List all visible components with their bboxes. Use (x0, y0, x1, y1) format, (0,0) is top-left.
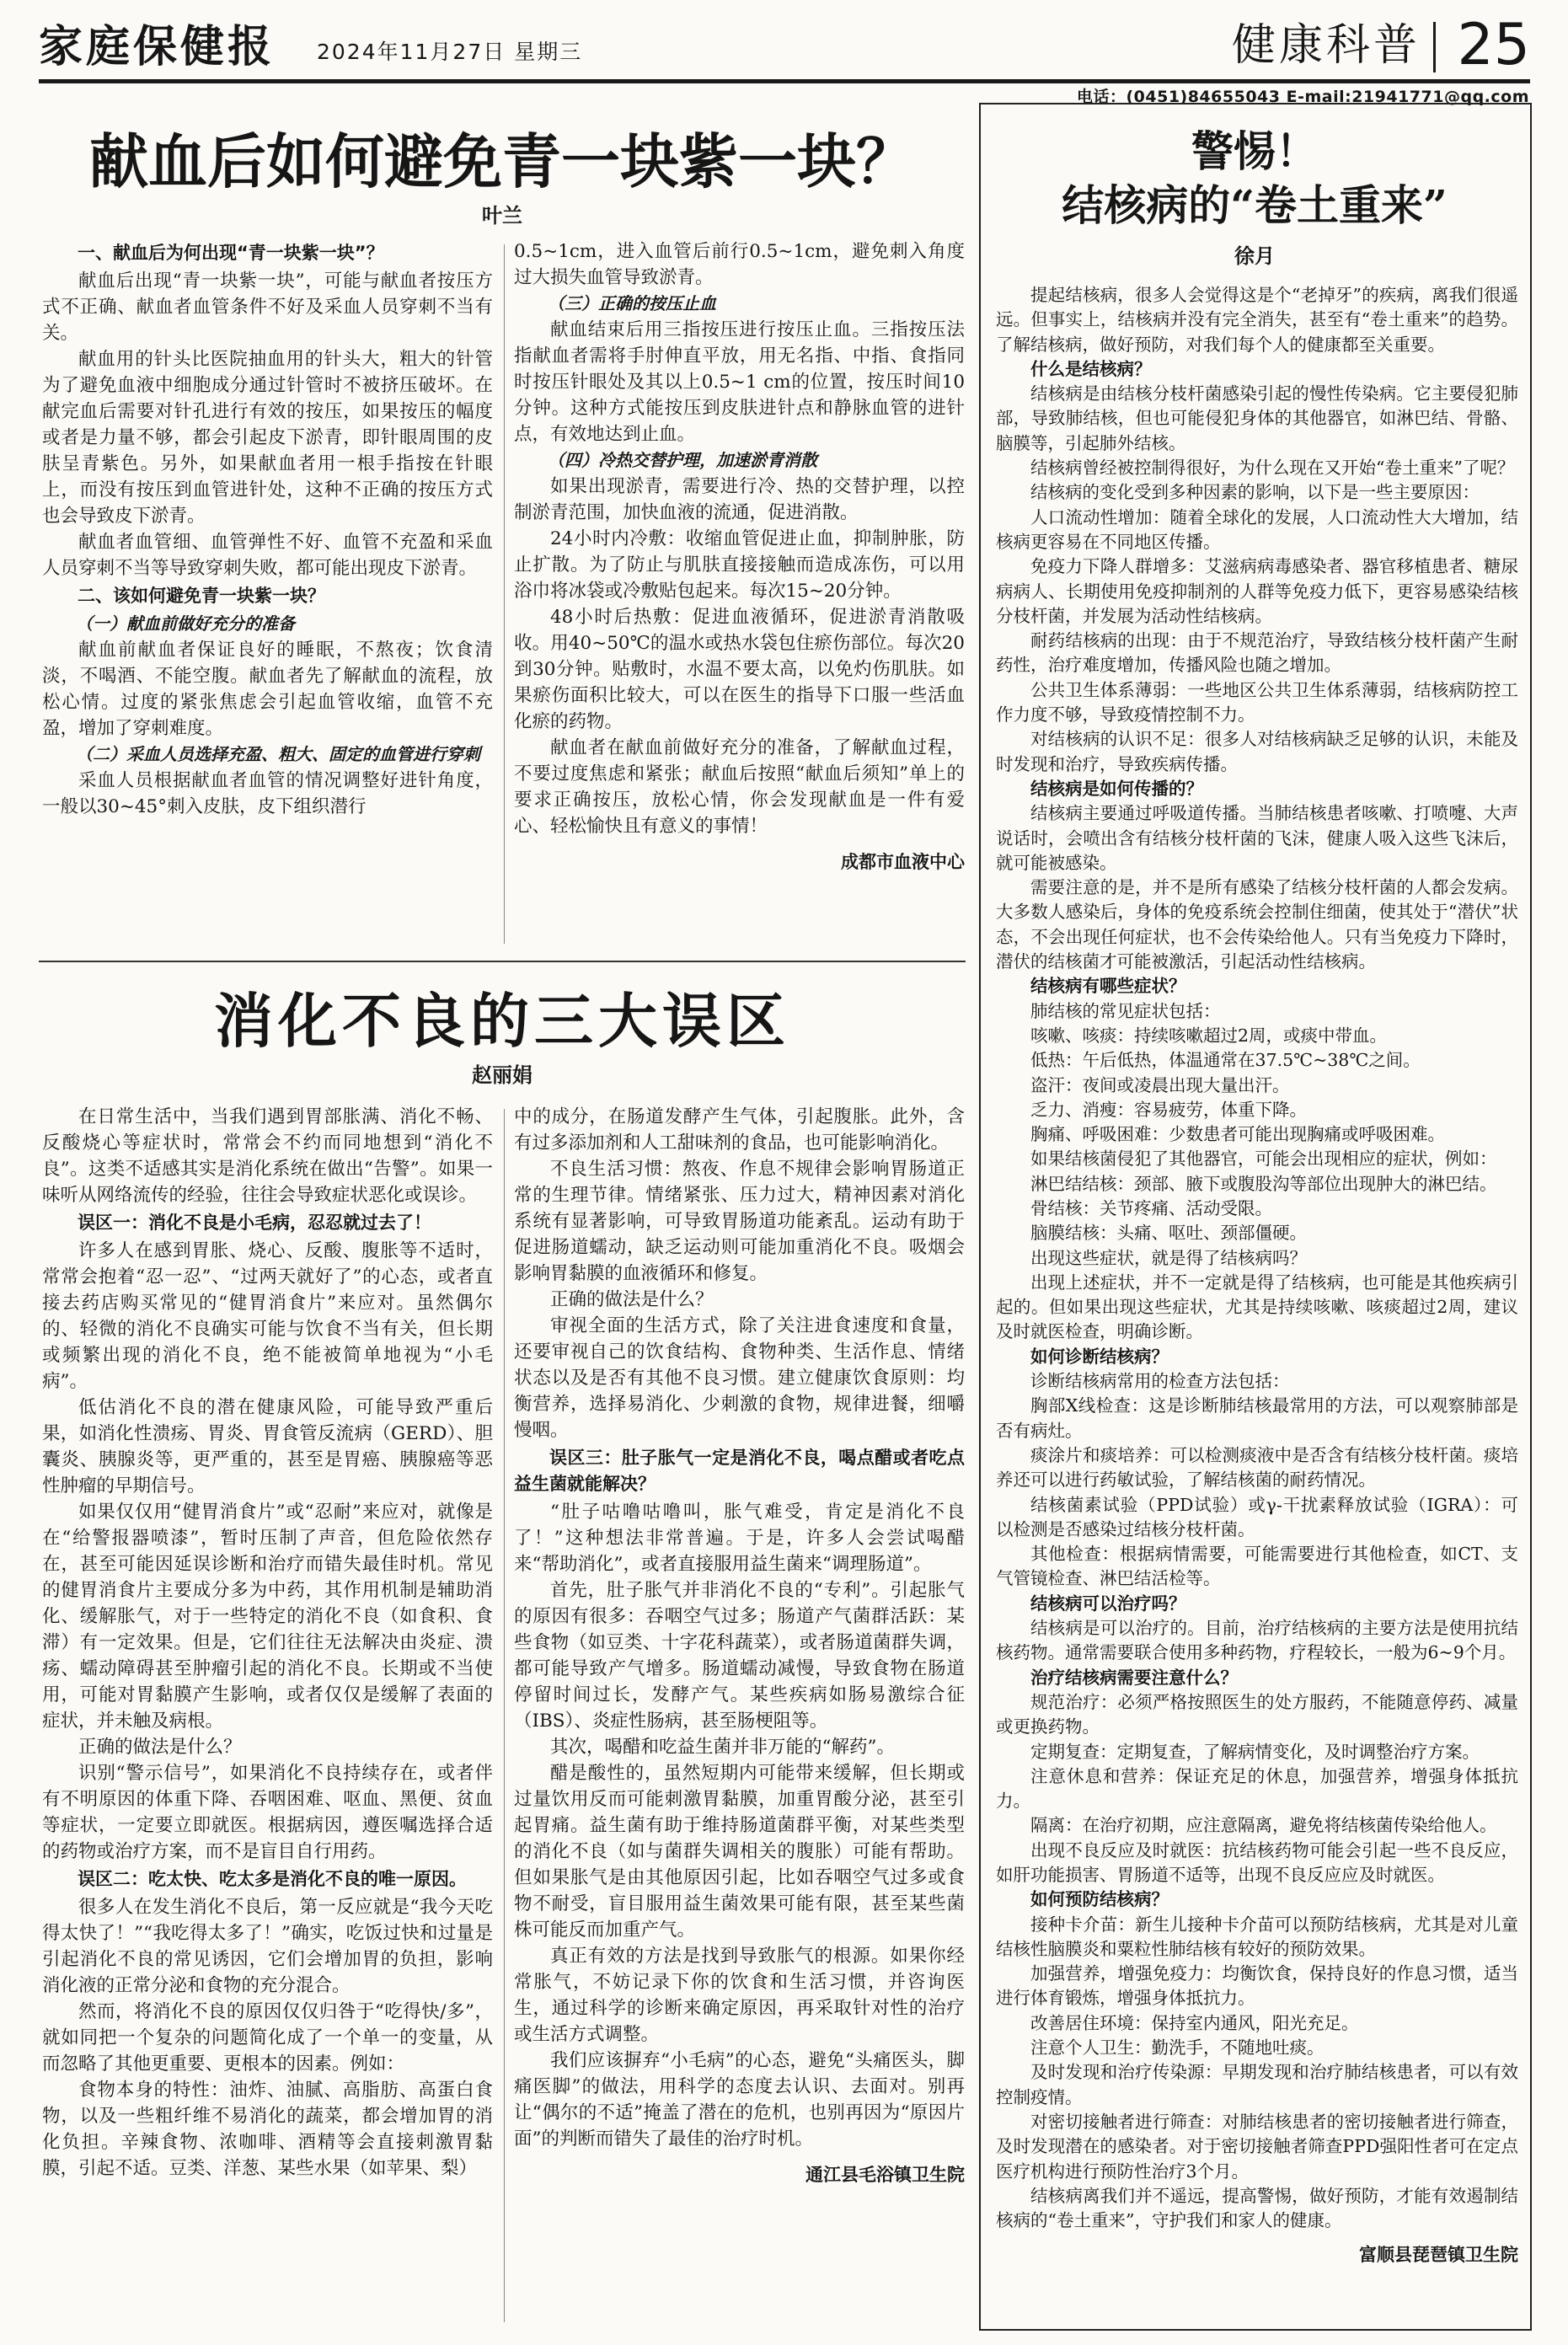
paragraph: 如果仅仅用“健胃消食片”或“忍耐”来应对，就像是在“给警报器喷漆”，暂时压制了声音，但危险依然存在，甚至可能因延误诊断和治疗而错失最佳时机。常见的健胃消食片主要成分多为中药，其作用机制是辅助消化、缓解胀气，对于一些特定的消化不良（如食积、食滞）有一定效果。但是，它们往往无法解决由炎症、溃疡、蠕动障碍甚至肿瘤引起的消化不良。长期或不当使用，可能对胃黏膜产生影响，或者仅仅是缓解了表面的症状，并未触及病根。 (42, 1502, 493, 1732)
paragraph: 结核菌素试验（PPD试验）或γ-干扰素释放试验（IGRA）：可以检测是否感染过结核分枝杆菌。 (996, 1494, 1518, 1539)
paper-name: 家庭保健报 (39, 21, 276, 72)
article2-title: 消化不良的三大误区 (214, 986, 790, 1056)
subheading-minor: （四）冷热交替护理，加速淤青消散 (548, 450, 817, 470)
paragraph: 脑膜结核：头痛、呕吐、颈部僵硬。 (1030, 1223, 1307, 1244)
article2-column-right (514, 1104, 965, 2188)
article1-column-right (514, 238, 965, 875)
subheading: 结核病有哪些症状？ (1030, 976, 1186, 997)
paragraph: 加强营养，增强免疫力：均衡饮食，保持良好的作息习惯，适当进行体育锻炼，增强身体抵抗力。 (996, 1963, 1518, 2009)
paragraph: 其次，喝醋和吃益生菌并非万能的“解药”。 (550, 1737, 895, 1758)
paragraph: 提起结核病，很多人会觉得这是个“老掉牙”的疾病，离我们很遥远。但事实上，结核病并没有完全消失，甚至有“卷土重来”的趋势。了解结核病，做好预防，对我们每个人的健康都至关重要。 (996, 285, 1518, 355)
paragraph: 如果出现淤青，需要进行冷、热的交替护理，以控制淤青范围，加快血液的流通，促进消散。 (514, 476, 965, 523)
paragraph: 规范治疗：必须严格按照医生的处方服药，不能随意停药、减量或更换药物。 (996, 1691, 1518, 1737)
article-source: 成都市血液中心 (841, 852, 965, 872)
paragraph: 注意个人卫生：勤洗手，不随地吐痰。 (1030, 2037, 1325, 2059)
paragraph: 隔离：在治疗初期，应注意隔离，避免将结核菌传染给他人。 (1030, 1815, 1497, 1836)
page-number: 25 (1457, 12, 1530, 78)
subheading: 如何诊断结核病？ (1030, 1346, 1169, 1367)
paragraph: “肚子咕噜咕噜叫，胀气难受，肯定是消化不良了！”这种想法非常普遍。于是，许多人会尝试喝醋来“帮助消化”，或者直接服用益生菌来“调理肠道”。 (514, 1502, 965, 1575)
paragraph: 免疫力下降人群增多：艾滋病病毒感染者、器官移植患者、糖尿病病人、长期使用免疫抑制剂的人群等免疫力低下，更容易感染结核分枝杆菌，并发展为活动性结核病。 (996, 556, 1518, 626)
paragraph: 许多人在感到胃胀、烧心、反酸、腹胀等不适时，常常会抱着“忍一忍”、“过两天就好了”的心态，或者直接去药店购买常见的“健胃消食片”来应对。虽然偶尔的、轻微的消化不良确实可能与饮食不当有关，但长期或频繁出现的消化不良，绝不能被简单地视为“小毛病”。 (42, 1240, 493, 1392)
paragraph: 对密切接触者进行筛查：对肺结核患者的密切接触者进行筛查，及时发现潜在的感染者。对于密切接触者筛查PPD强阳性者可在定点医疗机构进行预防性治疗3个月。 (996, 2111, 1518, 2182)
article-divider (39, 961, 966, 962)
subheading: 误区三：肚子胀气一定是消化不良，喝点醋或者吃点益生菌就能解决？ (514, 1448, 965, 1494)
article1-author: 叶兰 (482, 204, 522, 228)
article-source: 通江县毛浴镇卫生院 (805, 2165, 965, 2185)
paragraph: 对结核病的认识不足：很多人对结核病缺乏足够的认识，未能及时发现和治疗，导致疾病传播。 (996, 729, 1518, 774)
paragraph: 中的成分，在肠道发酵产生气体，引起腹胀。此外，含有过多添加剂和人工甜味剂的食品，也可能影响消化。 (514, 1106, 965, 1154)
paragraph: 正确的做法是什么？ (78, 1737, 242, 1758)
paragraph: 结核病主要通过呼吸道传播。当肺结核患者咳嗽、打喷嚏、大声说话时，会喷出含有结核分枝杆菌的飞沫，健康人吸入这些飞沫后，就可能被感染。 (996, 803, 1518, 873)
paragraph: 出现不良反应及时就医：抗结核药物可能会引起一些不良反应，如肝功能损害、胃肠道不适等，出现不良反应应及时就医。 (996, 1839, 1518, 1885)
paragraph: 接种卡介苗：新生儿接种卡介苗可以预防结核病，尤其是对儿童结核性脑膜炎和粟粒性肺结核有较好的预防效果。 (996, 1914, 1518, 1959)
subheading: 什么是结核病？ (1030, 358, 1152, 379)
subheading: 误区一：消化不良是小毛病，忍忍就过去了！ (78, 1213, 431, 1233)
subheading: 二、该如何避免青一块紫一块？ (78, 586, 325, 606)
paragraph: 结核病是可以治疗的。目前，治疗结核病的主要方法是使用抗结核药物。通常需要联合使用多种药物，疗程较长，一般为6~9个月。 (996, 1618, 1518, 1663)
paragraph: 改善居住环境：保持室内通风，阳光充足。 (1030, 2012, 1359, 2033)
column-divider (504, 1109, 505, 2322)
paragraph: 真正有效的方法是找到导致胀气的根源。如果你经常胀气，不妨记录下你的饮食和生活习惯，并咨询医生，通过科学的诊断来确定原因，再采取针对性的治疗或生活方式调整。 (514, 1946, 965, 2045)
paragraph: 结核病曾经被控制得很好，为什么现在又开始“卷土重来”了呢？ (1030, 458, 1515, 479)
paragraph: 低估消化不良的潜在健康风险，可能导致严重后果，如消化性溃疡、胃炎、胃食管反流病（GERD）、胆囊炎、胰腺炎等，更严重的，甚至是胃癌、胰腺癌等恶性肿瘤的早期信号。 (42, 1397, 493, 1496)
paragraph: 胸痛、呼吸困难：少数患者可能出现胸痛或呼吸困难。 (1030, 1124, 1445, 1145)
paragraph: 我们应该摒弃“小毛病”的心态，避免“头痛医头，脚痛医脚”的做法，用科学的态度去认识、去面对。别再让“偶尔的不适”掩盖了潜在的危机，也别再因为“原因片面”的判断而错失了最佳的治疗时机。 (514, 2050, 965, 2150)
paragraph: 低热：午后低热，体温通常在37.5℃~38℃之间。 (1030, 1050, 1421, 1071)
article3-title-line1: 警惕！ (1191, 126, 1318, 176)
paragraph: 不良生活习惯：熬夜、作息不规律会影响胃肠道正常的生理节律。情绪紧张、压力过大，精神因素对消化系统有显著影响，可导致胃肠道功能紊乱。运动有助于促进肠道蠕动，缺乏运动则可能加重消化不良。吸烟会影响胃黏膜的血液循环和修复。 (514, 1159, 965, 1284)
section-name: 健康科普 (1231, 20, 1421, 71)
paragraph: 采血人员根据献血者血管的情况调整好进针角度，一般以30~45°刺入皮肤，皮下组织潜行 (42, 770, 493, 817)
paragraph: 骨结核：关节疼痛、活动受限。 (1030, 1197, 1272, 1218)
paragraph: 结核病是由结核分枝杆菌感染引起的慢性传染病。它主要侵犯肺部，导致肺结核，但也可能侵犯身体的其他器官，如淋巴结、骨骼、脑膜等，引起肺外结核。 (996, 383, 1518, 453)
article3-title-line2: 结核病的“卷土重来” (1062, 180, 1448, 230)
paragraph: 其他检查：根据病情需要，可能需要进行其他检查，如CT、支气管镜检查、淋巴结活检等。 (996, 1544, 1518, 1589)
paragraph: 献血后出现“青一块紫一块”，可能与献血者按压方式不正确、献血者血管条件不好及采血人员穿刺不当有关。 (42, 270, 493, 344)
paragraph: 出现上述症状，并不一定就是得了结核病，也可能是其他疾病引起的。但如果出现这些症状，尤其是持续咳嗽、咳痰超过2周，建议及时就医检查，明确诊断。 (996, 1272, 1518, 1342)
paragraph: 献血者血管细、血管弹性不好、血管不充盈和采血人员穿刺不当等导致穿刺失败，都可能出现皮下淤青。 (42, 532, 493, 579)
paragraph: 0.5~1cm，进入血管后前行0.5~1cm，避免刺入角度过大损失血管导致淤青。 (514, 241, 965, 288)
subheading: 结核病可以治疗吗？ (1030, 1593, 1186, 1614)
paragraph: 需要注意的是，并不是所有感染了结核分枝杆菌的人都会发病。大多数人感染后，身体的免疫系统会控制住细菌，使其处于“潜伏”状态，不会出现任何症状，也不会传染给他人。只有当免疫力下降时，潜伏的结核菌才可能被激活，引起活动性结核病。 (996, 877, 1518, 972)
article1-title: 献血后如何避免青一块紫一块？ (89, 126, 915, 196)
paragraph: 及时发现和治疗传染源：早期发现和治疗肺结核患者，可以有效控制疫情。 (996, 2062, 1518, 2107)
paragraph: 48小时后热敷：促进血液循环，促进淤青消散吸收。用40~50℃的温水或热水袋包住瘀伤部位。每次20到30分钟。贴敷时，水温不要太高，以免灼伤肌肤。如果瘀伤面积比较大，可以在医生的指导下口服一些活血化瘀的药物。 (514, 607, 965, 732)
subheading: 一、献血后为何出现“青一块紫一块”？ (78, 243, 384, 263)
paragraph: 公共卫生体系薄弱：一些地区公共卫生体系薄弱，结核病防控工作力度不够，导致疫情控制不力。 (996, 679, 1518, 725)
paragraph: 审视全面的生活方式，除了关注进食速度和食量，还要审视自己的饮食结构、食物种类、生活作息、情绪状态以及是否有其他不良习惯。建立健康饮食原则：均衡营养，选择易消化、少刺激的食物，规律进餐，细嚼慢咽。 (514, 1315, 965, 1441)
paragraph: 正确的做法是什么？ (550, 1289, 714, 1310)
subheading: 治疗结核病需要注意什么？ (1030, 1667, 1238, 1688)
paragraph: 肺结核的常见症状包括： (1030, 1000, 1221, 1021)
paragraph: 很多人在发生消化不良后，第一反应就是“我今天吃得太快了！”“我吃得太多了！”确实，吃饭过快和过量是引起消化不良的常见诱因，它们会增加胃的负担，影响消化液的正常分泌和食物的充分混合。 (42, 1897, 493, 1996)
article3-body (996, 283, 1518, 2268)
paragraph: 如果结核菌侵犯了其他器官，可能会出现相应的症状，例如： (1030, 1148, 1497, 1170)
paragraph: 咳嗽、咳痰：持续咳嗽超过2周，或痰中带血。 (1030, 1025, 1388, 1046)
article2-author: 赵丽娟 (472, 1063, 532, 1087)
masthead (39, 12, 1530, 83)
subheading-minor: （三）正确的按压止血 (548, 293, 716, 313)
paragraph: 献血用的针头比医院抽血用的针头大，粗大的针管为了避免血液中细胞成分通过针管时不被挤压破坏。在献完血后需要对针孔进行有效的按压，如果按压的幅度或者是力量不够，都会引起皮下淤青，即针眼周围的皮肤呈青紫色。另外，如果献血者用一根手指按在针眼上，而没有按压到血管进针处，这种不正确的按压方式也会导致皮下淤青。 (42, 349, 493, 527)
paragraph: 胸部X线检查：这是诊断肺结核最常用的方法，可以观察肺部是否有病灶。 (996, 1395, 1518, 1441)
paragraph: 盗汗：夜间或凌晨出现大量出汗。 (1030, 1074, 1290, 1095)
paragraph: 耐药结核病的出现：由于不规范治疗，导致结核分枝杆菌产生耐药性，治疗难度增加，传播风险也随之增加。 (996, 630, 1518, 676)
paragraph: 然而，将消化不良的原因仅仅归咎于“吃得快/多”，就如同把一个复杂的问题简化成了一个单一的变量，从而忽略了其他更重要、更根本的因素。例如： (42, 2001, 493, 2075)
issue-date: 2024年11月27日 星期三 (317, 40, 583, 64)
paragraph: 结核病离我们并不遥远，提高警惕，做好预防，才能有效遏制结核病的“卷土重来”，守护我们和家人的健康。 (996, 2185, 1518, 2231)
contact-info: 电话：(0451)84655043 E-mail:21941771@qq.com (1076, 88, 1529, 106)
paragraph: 人口流动性增加：随着全球化的发展，人口流动性大大增加，结核病更容易在不同地区传播。 (996, 506, 1518, 552)
paragraph: 首先，肚子胀气并非消化不良的“专利”。引起胀气的原因有很多：吞咽空气过多；肠道产气菌群活跃：某些食物（如豆类、十字花科蔬菜），或者肠道菌群失调，都可能导致产气增多。肠道蠕动减慢，导致食物在肠道停留时间过长，发酵产气。某些疾病如肠易激综合征（IBS）、炎症性肠病，甚至肠梗阻等。 (514, 1580, 965, 1732)
section-divider (1433, 22, 1436, 72)
paragraph: 识别“警示信号”，如果消化不良持续存在，或者伴有不明原因的体重下降、吞咽困难、呕血、黑便、贫血等症状，一定要立即就医。根据病因，遵医嘱选择合适的药物或治疗方案，而不是盲目自行用药。 (42, 1763, 493, 1862)
paragraph: 结核病的变化受到多种因素的影响，以下是一些主要原因： (1030, 482, 1480, 503)
paragraph: 乏力、消瘦：容易疲劳，体重下降。 (1030, 1099, 1307, 1120)
paragraph: 诊断结核病常用的检查方法包括： (1030, 1371, 1290, 1392)
paragraph: 食物本身的特性：油炸、油腻、高脂肪、高蛋白食物，以及一些粗纤维不易消化的蔬菜，都会增加胃的消化负担。辛辣食物、浓咖啡、酒精等会直接刺激胃黏膜，引起不适。豆类、洋葱、某些水果（如苹果、梨） (42, 2080, 493, 2179)
article1-column-left (42, 238, 493, 820)
paragraph: 定期复查：定期复查，了解病情变化，及时调整治疗方案。 (1030, 1741, 1480, 1762)
subheading: 结核病是如何传播的？ (1030, 778, 1203, 799)
subheading-minor: （一）献血前做好充分的准备 (76, 613, 295, 634)
paragraph: 24小时内冷敷：收缩血管促进止血，抑制肿胀，防止扩散。为了防止与肌肤直接接触而造成冻伤，可以用浴巾将冰袋或冷敷贴包起来。每次15~20分钟。 (514, 528, 965, 602)
subheading-minor: （二）采血人员选择充盈、粗大、固定的血管进行穿刺 (76, 744, 480, 764)
paragraph: 出现这些症状，就是得了结核病吗？ (1030, 1247, 1307, 1268)
article-source: 富顺县琵琶镇卫生院 (1359, 2245, 1518, 2266)
paragraph: 醋是酸性的，虽然短期内可能带来缓解，但长期或过量饮用反而可能刺激胃黏膜，加重胃酸分泌，甚至引起胃痛。益生菌有助于维持肠道菌群平衡，对某些类型的消化不良（如与菌群失调相关的腹胀）可能有帮助。但如果胀气是由其他原因引起，比如吞咽空气过多或食物不耐受，盲目服用益生菌效果可能有限，甚至某些菌株可能反而加重产气。 (514, 1763, 965, 1941)
paragraph: 献血结束后用三指按压进行按压止血。三指按压法指献血者需将手肘伸直平放，用无名指、中指、食指同时按压针眼处及其以上0.5~1 cm的位置，按压时间10分钟。这种方式能按压到皮肤进针点和静脉血管的进针点，有效地达到止血。 (514, 319, 965, 445)
subheading: 如何预防结核病？ (1030, 1889, 1169, 1910)
paragraph: 献血前献血者保证良好的睡眠，不熬夜；饮食清淡，不喝酒、不能空腹。献血者先了解献血的流程，放松心情。过度的紧张焦虑会引起血管收缩，血管不充盈，增加了穿刺难度。 (42, 640, 493, 739)
paragraph: 注意休息和营养：保证充足的休息，加强营养，增强身体抵抗力。 (996, 1765, 1518, 1812)
paragraph: 献血者在献血前做好充分的准备，了解献血过程，不要过度焦虑和紧张；献血后按照“献血后须知”单上的要求正确按压，放松心情，你会发现献血是一件有爱心、轻松愉快且有意义的事情！ (514, 737, 965, 837)
article2-column-left (42, 1104, 493, 2182)
subheading: 误区二：吃太快、吃太多是消化不良的唯一原因。 (78, 1869, 467, 1889)
paragraph: 痰涂片和痰培养：可以检测痰液中是否含有结核分枝杆菌。痰培养还可以进行药敏试验，了解结核菌的耐药情况。 (996, 1444, 1518, 1491)
paragraph: 在日常生活中，当我们遇到胃部胀满、消化不畅、反酸烧心等症状时，常常会不约而同地想到“消化不良”。这类不适感其实是消化系统在做出“告警”。如果一味听从网络流传的经验，往往会导致症状恶化或误诊。 (42, 1106, 493, 1206)
column-divider (504, 244, 505, 944)
paragraph: 淋巴结结核：颈部、腋下或腹股沟等部位出现肿大的淋巴结。 (1030, 1173, 1497, 1194)
article3-author: 徐月 (1234, 244, 1275, 268)
